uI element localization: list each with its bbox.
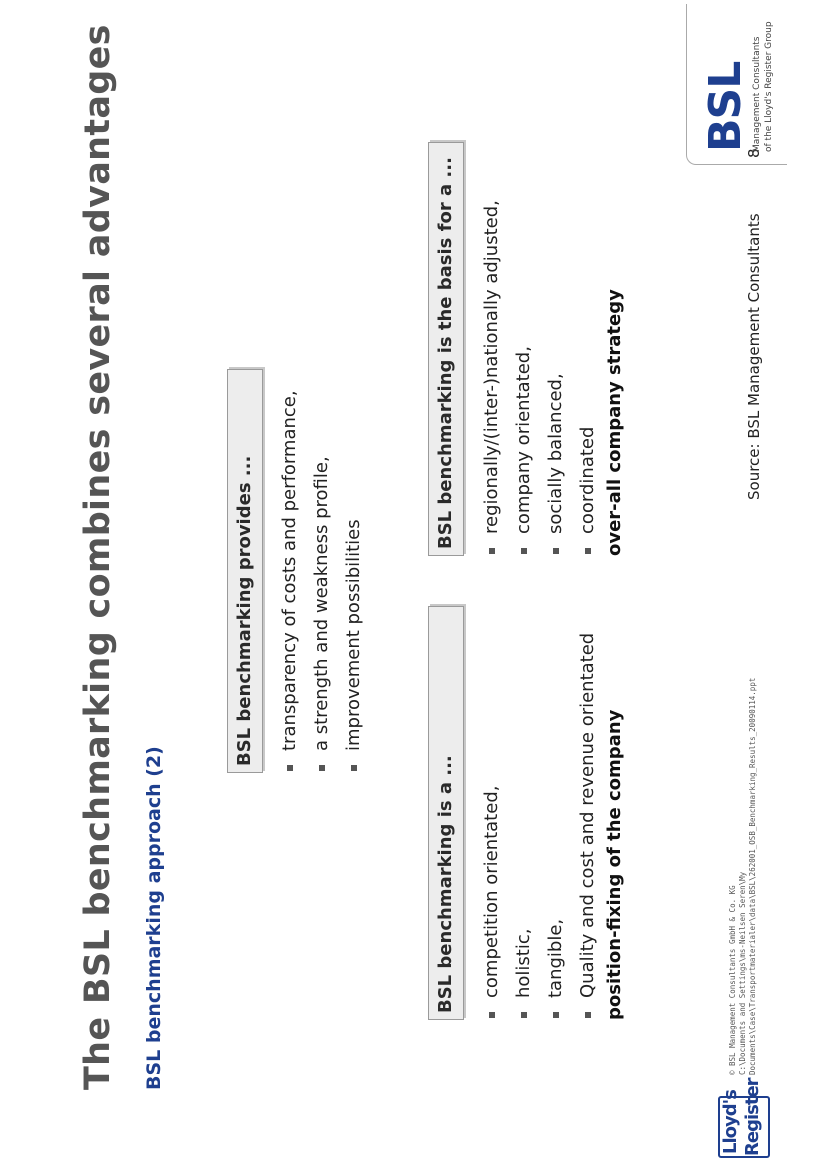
bsl-logo-tagline: of the Lloyd's Register Group xyxy=(764,21,774,152)
is-a-list xyxy=(476,633,604,1020)
list-item-text: regionally/(inter-)nationally adjusted, xyxy=(481,200,502,534)
lloyds-logo-text: Lloyd's xyxy=(720,1090,741,1154)
footer-note: © BSL Management Consultants GmbH & Co. KG xyxy=(728,885,737,1075)
list-item xyxy=(540,200,572,556)
list-item-text: improvement possibilities xyxy=(343,519,364,751)
bsl-logo-tagline: Management Consultants xyxy=(752,36,762,152)
provides-heading-box: BSL benchmarking provides ... xyxy=(227,369,263,773)
list-item xyxy=(540,633,572,1020)
bullet-icon xyxy=(553,1012,559,1018)
list-item xyxy=(476,633,508,1020)
list-item xyxy=(274,390,306,773)
footer-note: Documents\Case\Transportmaterialer\data\BSL\262001_OSB_Benchmarking_Results_20090114.ppt xyxy=(748,677,757,1075)
bullet-icon xyxy=(521,548,527,554)
list-item-text: Quality and cost and revenue orientated xyxy=(577,632,598,998)
bullet-icon xyxy=(553,548,559,554)
basis-heading-box: BSL benchmarking is the basis for a ... xyxy=(428,142,464,556)
slide-title: The BSL benchmarking combines several advantages xyxy=(78,24,118,1090)
list-item xyxy=(508,200,540,556)
bullet-icon xyxy=(287,765,293,771)
slide-subtitle: BSL benchmarking approach (2) xyxy=(143,746,165,1090)
list-item-text: coordinated xyxy=(577,426,598,534)
list-item xyxy=(338,390,370,773)
bullet-icon xyxy=(489,1012,495,1018)
bullet-icon xyxy=(319,765,325,771)
basis-conclusion: over-all company strategy xyxy=(604,289,625,556)
bullet-icon xyxy=(521,1012,527,1018)
list-item-text: competition orientated, xyxy=(481,785,502,998)
list-item xyxy=(476,200,508,556)
bullet-icon xyxy=(489,548,495,554)
is-a-heading-box: BSL benchmarking is a ... xyxy=(428,606,464,1020)
list-item xyxy=(572,200,604,556)
provides-list xyxy=(274,390,370,773)
basis-list xyxy=(476,200,604,556)
list-item-text: a strength and weakness profile, xyxy=(311,456,332,751)
list-item xyxy=(572,633,604,1020)
footer-note: C:\Documents and Settings\ms-Neilsen Seren\My xyxy=(738,871,747,1075)
bullet-icon xyxy=(585,1012,591,1018)
is-a-conclusion: position-fixing of the company xyxy=(604,709,625,1020)
page-number: 8 xyxy=(745,148,763,158)
list-item xyxy=(306,390,338,773)
bullet-icon xyxy=(585,548,591,554)
bsl-logo: BSL xyxy=(700,61,751,152)
list-item-text: holistic, xyxy=(513,928,534,998)
list-item-text: tangible, xyxy=(545,918,566,998)
list-item-text: socially balanced, xyxy=(545,373,566,534)
list-item-text: transparency of costs and performance, xyxy=(279,390,300,751)
list-item xyxy=(508,633,540,1020)
bullet-icon xyxy=(351,765,357,771)
list-item-text: company orientated, xyxy=(513,346,534,534)
footer-source: Source: BSL Management Consultants xyxy=(745,213,763,500)
lloyds-logo-text: Register xyxy=(742,1078,763,1156)
